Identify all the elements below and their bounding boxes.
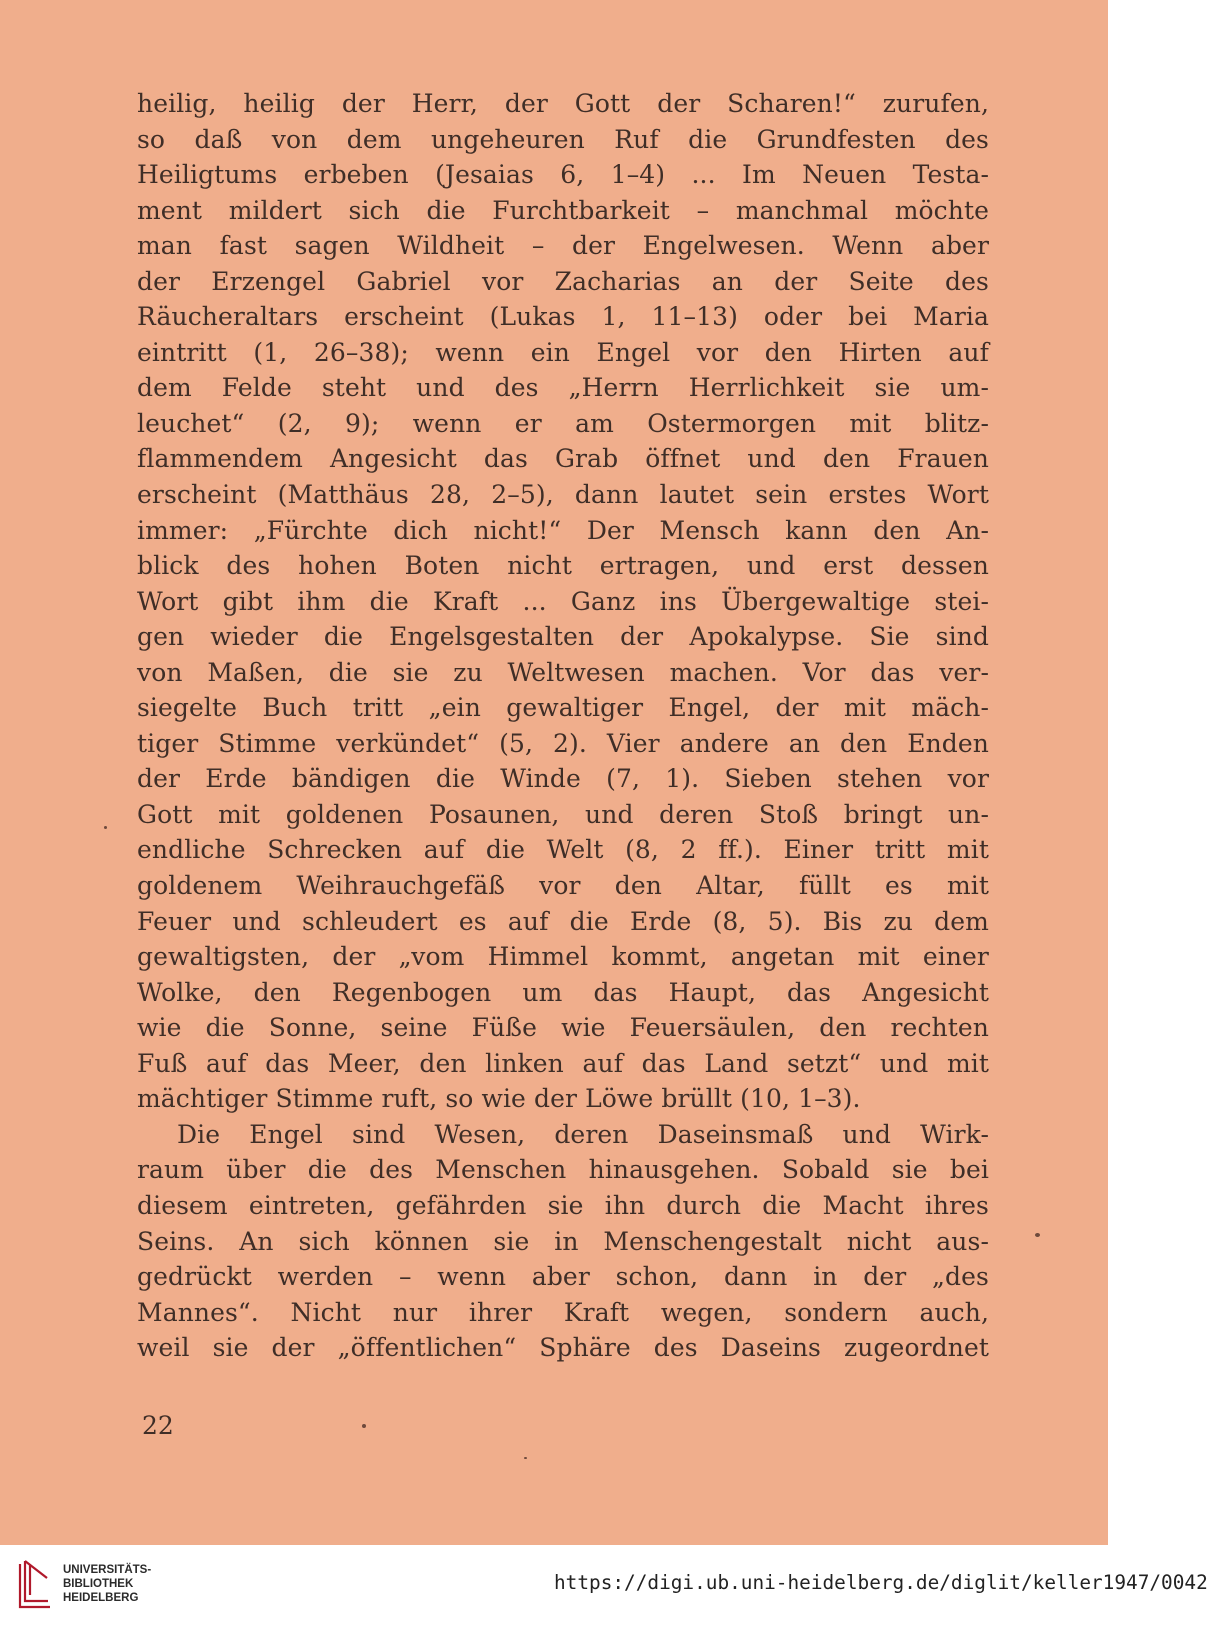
text-line: gedrückt werden – wenn aber schon, dann in der „des [137,1262,989,1292]
text-line: mächtiger Stimme ruft, so wie der Löwe brüllt (10, 1–3). [137,1084,861,1114]
text-line: dem Felde steht und des „Herrn Herrlichkeit sie um- [137,373,989,403]
text-line: man fast sagen Wildheit – der Engelwesen. Wenn aber [137,231,989,261]
text-line: heilig, heilig der Herr, der Gott der Scharen!“ zurufen, [137,89,989,118]
text-line: eintritt (1, 26–38); wenn ein Engel vor den Hirten auf [137,337,989,367]
library-name-line: UNIVERSITÄTS- [63,1564,152,1576]
text-line: Wolke, den Regenbogen um das Haupt, das Angesicht [137,977,989,1007]
text-line: siegelte Buch tritt „ein gewaltiger Engel, der mit mäch- [137,693,989,723]
page-number: 22 [142,1411,174,1440]
text-line: leuchet“ (2, 9); wenn er am Ostermorgen mit blitz- [137,408,989,438]
footer-bar [0,1545,1208,1625]
text-line: Gott mit goldenen Posaunen, und deren Stoß bringt un- [137,799,989,829]
text-line: flammendem Angesicht das Grab öffnet und den Frauen [137,444,989,474]
text-line: ment mildert sich die Furchtbarkeit – manchmal möchte [137,195,989,225]
library-logo-icon [16,1556,54,1611]
text-line: Fuß auf das Meer, den linken auf das Land setzt“ und mit [137,1048,989,1078]
text-line: immer: „Fürchte dich nicht!“ Der Mensch kann den An- [137,515,989,545]
text-line: weil sie der „öffentlichen“ Sphäre des Daseins zugeordnet [137,1333,989,1363]
text-line: Seins. An sich können sie in Menschengestalt nicht aus- [137,1226,989,1256]
text-line: Feuer und schleudert es auf die Erde (8, 5). Bis zu dem [137,906,989,936]
text-line: der Erzengel Gabriel vor Zacharias an der Seite des [137,266,989,296]
text-line: gen wieder die Engelsgestalten der Apokalypse. Sie sind [137,622,989,652]
library-name-line: BIBLIOTHEK [63,1578,134,1590]
text-line: diesem eintreten, gefährden sie ihn durch die Macht ihres [137,1190,989,1220]
text-line: tiger Stimme verkündet“ (5, 2). Vier andere an den Enden [137,728,989,758]
library-name-line: HEIDELBERG [63,1592,139,1604]
library-name [63,1563,151,1605]
text-line: Die Engel sind Wesen, deren Daseinsmaß und Wirk- [177,1119,989,1149]
text-line: endliche Schrecken auf die Welt (8, 2 ff.). Einer tritt mit [137,835,989,865]
permalink-url[interactable]: https://digi.ub.uni-heidelberg.de/diglit/keller1947/0042 [554,1571,1208,1594]
paper-speck [362,1424,366,1428]
text-line: der Erde bändigen die Winde (7, 1). Sieben stehen vor [137,764,989,794]
text-line: Mannes“. Nicht nur ihrer Kraft wegen, sondern auch, [137,1297,989,1327]
paper-speck [1035,1233,1040,1237]
paper-speck [104,826,107,829]
text-line: Heiligtums erbeben (Jesaias 6, 1–4) ... Im Neuen Testa- [137,160,989,190]
text-line: Räucheraltars erscheint (Lukas 1, 11–13) oder bei Maria [137,302,989,332]
body-text [137,86,989,1366]
text-line: so daß von dem ungeheuren Ruf die Grundfesten des [137,124,989,154]
text-line: gewaltigsten, der „vom Himmel kommt, angetan mit einer [137,942,989,972]
text-line: goldenem Weihrauchgefäß vor den Altar, füllt es mit [137,871,989,901]
text-line: Wort gibt ihm die Kraft ... Ganz ins Übergewaltige stei- [137,586,989,616]
paper-speck [524,1457,527,1459]
text-line: wie die Sonne, seine Füße wie Feuersäulen, den rechten [137,1013,989,1043]
text-line: erscheint (Matthäus 28, 2–5), dann lautet sein erstes Wort [137,480,989,510]
text-line: raum über die des Menschen hinausgehen. Sobald sie bei [137,1155,989,1185]
text-line: blick des hohen Boten nicht ertragen, und erst dessen [137,551,989,581]
text-line: von Maßen, die sie zu Weltwesen machen. Vor das ver- [137,657,989,687]
